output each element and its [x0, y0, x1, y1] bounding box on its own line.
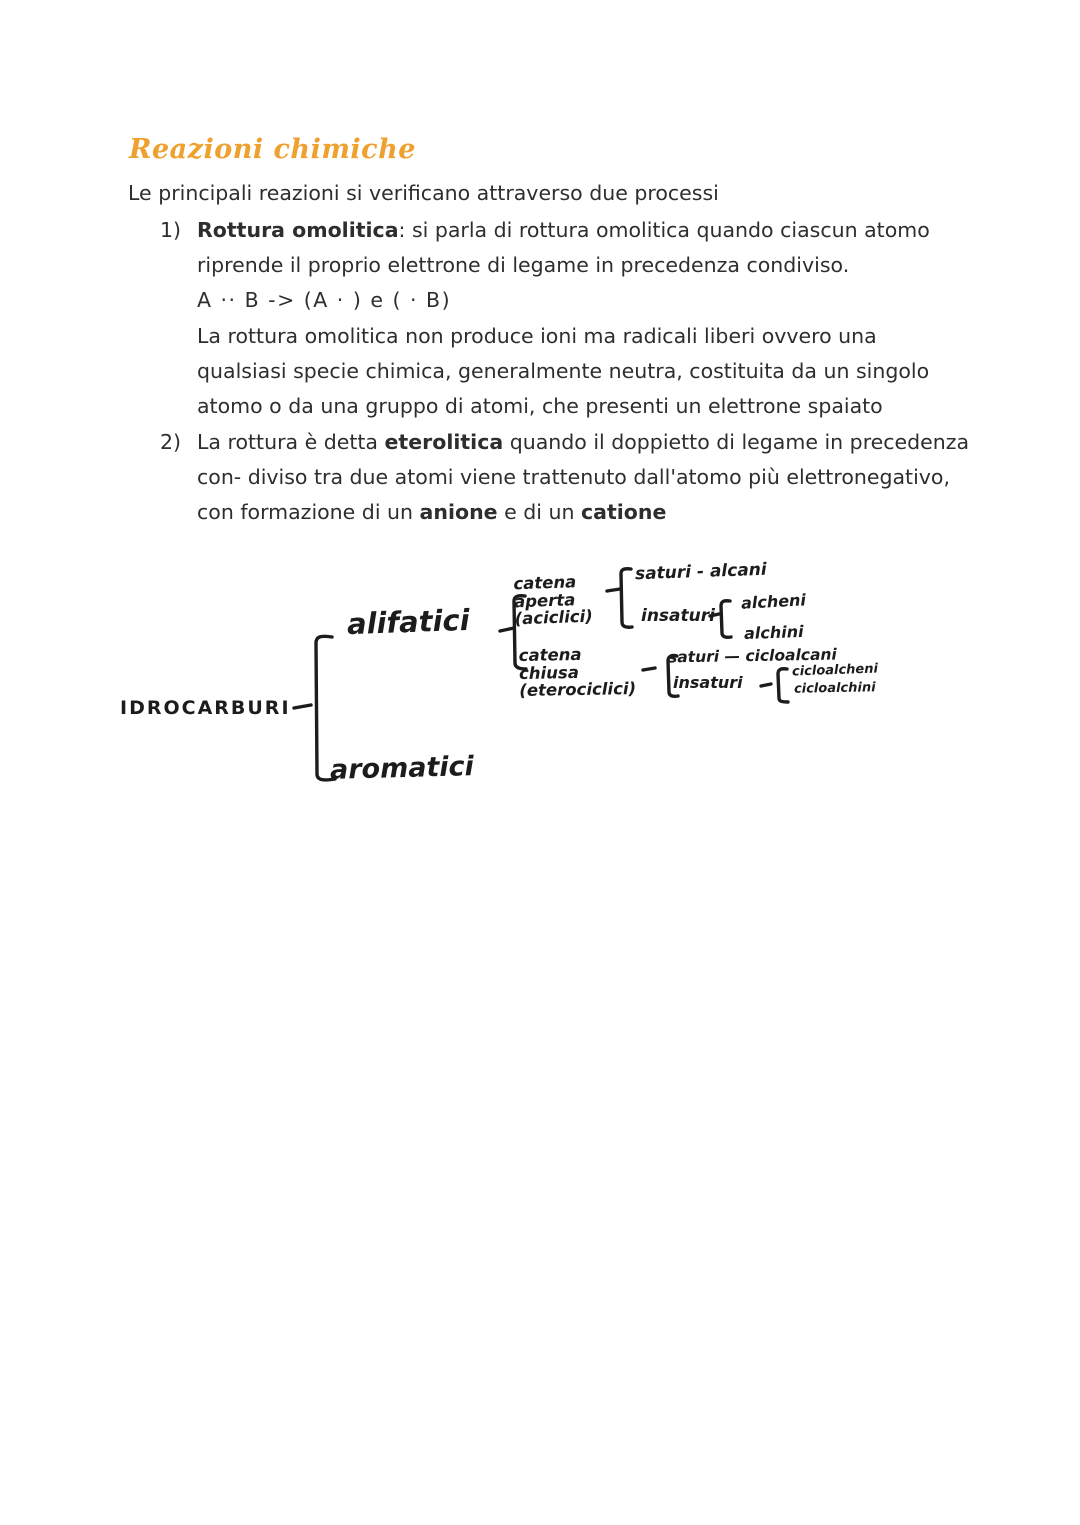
item1-line4: La rottura omolitica non produce ioni ma radicali liberi ovvero una: [197, 323, 877, 348]
closed-chain-line2: chiusa: [518, 662, 580, 683]
item2-bold-term: eterolitica: [384, 430, 504, 454]
tree-closed-unsaturated-label: insaturi: [673, 673, 743, 692]
tree-alcheni-label: alcheni: [740, 590, 807, 613]
tree-aliphatic-label: alifatici: [346, 602, 471, 642]
tree-cicloalcheni-label: cicloalcheni: [791, 661, 879, 680]
item2-line1-b: quando il doppietto di legame in precedenza: [503, 430, 970, 454]
closed-chain-line1: catena: [518, 644, 582, 666]
item2-marker: 2): [160, 430, 182, 454]
item2-line2: con- diviso tra due atomi viene trattenuto dall'atomo più elettronegativo,: [197, 465, 950, 490]
tree-alchini-label: alchini: [743, 621, 804, 644]
item2-line1: [160, 425, 969, 460]
tree-cicloalchini-label: cicloalchini: [793, 680, 876, 697]
closed-chain-line3: (eterociclici): [519, 678, 637, 701]
list-item-1: [160, 213, 930, 424]
item1-bold-term: Rottura omolitica: [197, 218, 399, 242]
item1-line5: qualsiasi specie chimica, generalmente neutra, costituita da un singolo: [197, 358, 930, 383]
item1-formula: A ·· B -> (A · ) e ( · B): [197, 288, 452, 313]
tree-closed-saturated-label: saturi — cicloalcani: [667, 645, 837, 667]
item2-line3-b: e di un: [497, 500, 581, 525]
open-chain-line2: aperta: [513, 589, 576, 611]
open-chain-line1: catena: [513, 572, 577, 594]
item1-line1-rest: : si parla di rottura omolitica quando ciascun atomo: [398, 218, 930, 242]
item2-bold-anione: anione: [419, 500, 498, 525]
item1-line2: riprende il proprio elettrone di legame in precedenza condiviso.: [197, 253, 850, 278]
item1-line6: atomo o da una gruppo di atomi, che presenti un elettrone spaiato: [197, 393, 883, 418]
tree-root-label: IDROCARBURI: [120, 697, 291, 719]
list-item-2: [160, 425, 969, 531]
open-chain-line3: (aciclici): [514, 606, 594, 629]
item2-bold-catione: catione: [580, 500, 667, 525]
item1-line1: [160, 213, 930, 248]
tree-open-chain-label: [513, 573, 593, 628]
tree-aromatic-label: aromatici: [329, 751, 475, 786]
item2-line1-a: La rottura è detta: [197, 430, 385, 454]
intro-line: Le principali reazioni si verificano attraverso due processi: [128, 181, 719, 205]
item1-marker: 1): [160, 218, 182, 242]
hydrocarbon-tree-diagram: [110, 550, 950, 805]
item2-line3-a: con formazione di un: [197, 500, 420, 525]
tree-open-unsaturated-label: insaturi: [641, 606, 715, 626]
tree-open-saturated-label: saturi - alcani: [634, 559, 768, 585]
item2-line3: [160, 495, 969, 530]
tree-closed-chain-label: [519, 645, 637, 700]
page-title: Reazioni chimiche: [129, 134, 416, 165]
